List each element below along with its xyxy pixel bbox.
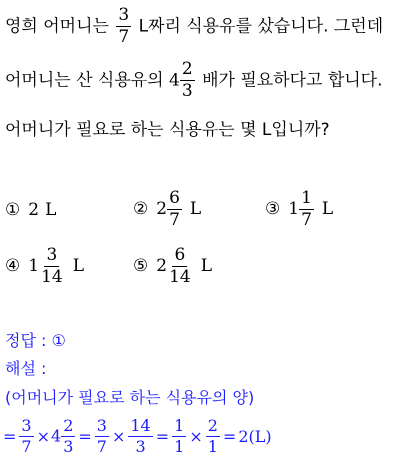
fraction-numerator: 1 bbox=[174, 416, 185, 435]
calc-mixed-fraction bbox=[61, 417, 75, 456]
option-3-mark: ③ bbox=[265, 199, 281, 219]
fraction-numerator: 3 bbox=[46, 244, 58, 265]
fraction-numerator: 2 bbox=[181, 59, 193, 79]
option-2[interactable] bbox=[133, 186, 201, 232]
question-line-2-end: 배가 필요하다고 합니다. bbox=[202, 70, 383, 91]
fraction-numerator: 14 bbox=[130, 416, 151, 435]
explanation-label-text: 해설 : bbox=[5, 359, 47, 378]
option-5-fraction bbox=[167, 246, 193, 287]
option-3-whole: 1 bbox=[288, 199, 300, 219]
fraction-denominator: 3 bbox=[63, 437, 74, 456]
fraction-numerator: 3 bbox=[96, 416, 107, 435]
times-sign: × bbox=[111, 426, 126, 446]
question-line-1-start: 영희 어머니는 bbox=[5, 16, 109, 37]
fraction-denominator: 7 bbox=[169, 209, 180, 230]
fraction-numerator: 6 bbox=[174, 244, 186, 265]
answer-label bbox=[5, 331, 66, 351]
question-line-1 bbox=[5, 6, 383, 47]
option-4-fraction bbox=[39, 246, 65, 287]
fraction-denominator: 3 bbox=[181, 81, 193, 101]
option-5-whole: 2 bbox=[156, 256, 168, 276]
fraction-denominator: 7 bbox=[96, 437, 107, 456]
question-line-1-end: L짜리 식용유를 샀습니다. 그런데 bbox=[138, 16, 384, 37]
fraction-denominator: 3 bbox=[135, 437, 146, 456]
option-4-unit: L bbox=[72, 256, 85, 276]
calc-fraction-5 bbox=[206, 417, 220, 456]
question-line-2 bbox=[5, 60, 383, 101]
calc-fraction-3 bbox=[128, 417, 152, 456]
fraction-numerator: 6 bbox=[169, 187, 180, 208]
equals-sign: = bbox=[222, 426, 237, 446]
fraction-numerator: 3 bbox=[118, 5, 130, 25]
option-4[interactable] bbox=[5, 243, 84, 289]
calc-fraction-2 bbox=[95, 417, 109, 456]
question-line-3 bbox=[5, 120, 330, 140]
fraction-denominator: 7 bbox=[301, 209, 312, 230]
equals-sign: = bbox=[3, 426, 17, 446]
fraction-3-7 bbox=[116, 6, 131, 47]
question-line-3-text: 어머니가 필요로 하는 식용유는 몇 L입니까? bbox=[5, 120, 330, 140]
calc-fraction-4 bbox=[172, 417, 186, 456]
option-2-unit: L bbox=[189, 199, 202, 219]
option-1[interactable] bbox=[5, 190, 56, 230]
option-5[interactable] bbox=[133, 243, 212, 289]
fraction-denominator: 14 bbox=[169, 266, 191, 287]
equals-sign: = bbox=[78, 426, 92, 446]
equals-sign: = bbox=[155, 426, 170, 446]
option-4-whole: 1 bbox=[28, 256, 40, 276]
option-2-fraction bbox=[167, 189, 182, 230]
option-1-mark: ① bbox=[5, 200, 21, 220]
option-2-mark: ② bbox=[133, 199, 149, 219]
option-4-mark: ④ bbox=[5, 256, 21, 276]
answer-text: 정답 : ① bbox=[5, 331, 66, 350]
fraction-numerator: 2 bbox=[207, 416, 218, 435]
fraction-denominator: 1 bbox=[207, 437, 218, 456]
explanation-label bbox=[5, 359, 46, 379]
mixed-fraction bbox=[180, 60, 195, 101]
calc-result: 2(L) bbox=[238, 426, 272, 446]
option-1-unit: L bbox=[45, 200, 57, 220]
option-3-fraction bbox=[299, 189, 314, 230]
explanation-sentence: (어머니가 필요로 하는 식용유의 양) bbox=[5, 388, 255, 407]
calculation-line bbox=[2, 417, 273, 456]
fraction-numerator: 3 bbox=[21, 416, 32, 435]
calc-fraction-1 bbox=[19, 417, 33, 456]
fraction-denominator: 14 bbox=[41, 266, 63, 287]
question-line-2-start: 어머니는 산 식용유의 bbox=[5, 70, 164, 91]
mixed-whole: 4 bbox=[169, 70, 180, 91]
option-3[interactable] bbox=[265, 186, 333, 232]
fraction-numerator: 2 bbox=[63, 416, 74, 435]
fraction-denominator: 7 bbox=[21, 437, 32, 456]
calc-mixed-whole: 4 bbox=[51, 426, 62, 446]
option-5-mark: ⑤ bbox=[133, 256, 149, 276]
fraction-numerator: 1 bbox=[301, 187, 312, 208]
times-sign: × bbox=[189, 426, 203, 446]
times-sign: × bbox=[36, 426, 50, 446]
option-1-whole: 2 bbox=[28, 200, 40, 220]
option-2-whole: 2 bbox=[156, 199, 168, 219]
fraction-denominator: 7 bbox=[118, 27, 130, 47]
fraction-denominator: 1 bbox=[174, 437, 185, 456]
explanation-text bbox=[5, 388, 254, 408]
option-5-unit: L bbox=[200, 256, 213, 276]
option-3-unit: L bbox=[321, 199, 334, 219]
